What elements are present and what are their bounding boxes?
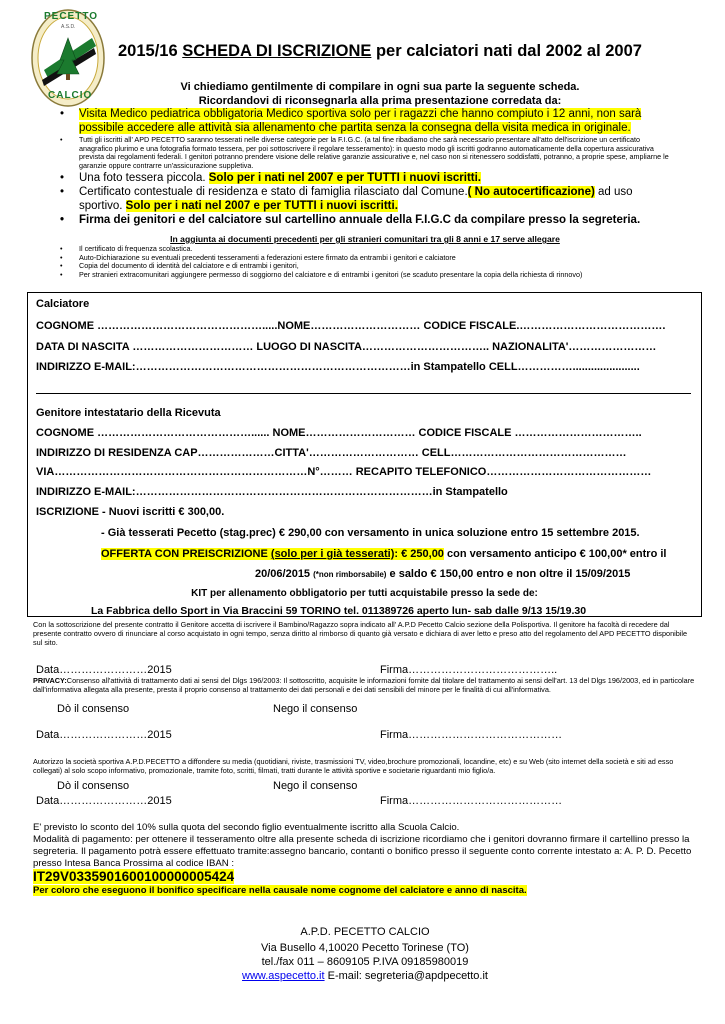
genitore-row-indirizzo[interactable]: INDIRIZZO DI RESIDENZA CAP…………………CITTA'………………………… CELL………………………………………… bbox=[36, 447, 627, 459]
do-consenso-2[interactable]: Dò il consenso bbox=[57, 780, 130, 792]
cert-text: Certificato contestuale di residenza e stato di famiglia rilasciato dal Comune. bbox=[79, 186, 468, 199]
offerta-label: OFFERTA CON PREISCRIZIONE bbox=[101, 548, 271, 560]
cert-highlight: Solo per i nati nel 2007 e per TUTTI i nuovi iscritti. bbox=[125, 200, 398, 213]
footer-contacts bbox=[160, 970, 570, 982]
firma-field-3[interactable]: Firma…………………………………… bbox=[380, 795, 563, 807]
stranieri-heading: In aggiunta ai documenti precedenti per gli stranieri comunitari tra gli 8 anni e 17 serve allegare bbox=[170, 234, 560, 244]
firma-field-1[interactable]: Firma………………………………….. bbox=[380, 664, 558, 676]
visita-medica-text: Visita Medico pediatrica obbligatoria Medico sportiva solo per i ragazzi che hanno compiuto i 12 anni, non sarà possibile accedere alle attività sia allenamento che partita senza la consegna della visita medica in originale. bbox=[79, 108, 642, 134]
page-title bbox=[118, 42, 642, 61]
footer-tel: tel./fax 011 – 8609105 P.IVA 09185980019 bbox=[261, 956, 469, 968]
certificato-item bbox=[60, 185, 675, 213]
footer-name: A.P.D. PECETTO CALCIO bbox=[300, 926, 430, 938]
tesserati-note-item bbox=[60, 136, 675, 170]
genitore-row-via[interactable]: VIA……………………………………………………………N°……… RECAPITO TELEFONICO……………………………………… bbox=[36, 466, 652, 478]
foto-highlight: Solo per i nati nel 2007 e per TUTTI i nuovi iscritti. bbox=[208, 172, 481, 185]
media-consent-text: Autorizzo la società sportiva A.P.D.PECETTO a diffondere su media (quotidiani, riviste, trasmissioni TV, video,brochure promozionali, locandine, etc) e su Web (sito internet della società e siti ad esso collegati) al solo scopo informativo, promozionale, tramite foto, scritti, filmati, tratti durante le attività sportive e societarie riguardanti mio figlio/a. bbox=[33, 757, 674, 775]
iban-code[interactable]: IT29V0335901600100000005424 bbox=[33, 869, 235, 884]
intro-line-2: Ricordandovi di riconsegnarla alla prima presentazione corredata da: bbox=[198, 95, 562, 107]
cert-no-autocert: ( No autocertificazione) bbox=[467, 186, 595, 199]
iscrizione-nuovi: ISCRIZIONE - Nuovi iscritti € 300,00. bbox=[36, 506, 225, 518]
club-logo bbox=[30, 8, 106, 108]
iscrizione-gia-tesserati: - Già tesserati Pecetto (stag.prec) € 290,00 con versamento in unica soluzione entro 15 settembre 2015. bbox=[101, 527, 640, 539]
offerta-non-rimborsabile: (*non rimborsabile) bbox=[313, 570, 387, 579]
logo-top-text: PECETTO bbox=[44, 11, 99, 22]
data-field-1[interactable]: Data……………………2015 bbox=[36, 664, 172, 676]
logo-asd-text: A.S.D. bbox=[61, 24, 76, 30]
bonifico-note: Per coloro che eseguono il bonifico specificare nella causale nome cognome del calciatore e anno di nascita. bbox=[33, 885, 527, 896]
privacy-label: PRIVACY: bbox=[33, 676, 67, 685]
calciatore-row-cognome[interactable]: COGNOME ……………………………………….....NOME………………………… CODICE FISCALE.…………………………………. bbox=[36, 320, 666, 332]
offerta-date: 20/06/2015 bbox=[255, 568, 314, 580]
privacy-body: Consenso all'attività di trattamento dati ai sensi del Dlgs 196/2003: Il sottoscritto, acquisite le informazioni fornite dal titolare del trattamento ai sensi dell'art. 13 del Dlgs 196/2003, ed in particolare dall'informativa allegata alla presente, presta il proprio consenso al trattamento dei dati personali e dei dati sensibili del minore per le finalità di cui all'informativa. bbox=[33, 676, 695, 694]
form-divider bbox=[36, 393, 691, 394]
firma-item bbox=[60, 213, 675, 227]
calciatore-heading: Calciatore bbox=[36, 298, 90, 310]
footer-email: E-mail: segreteria@apdpecetto.it bbox=[324, 970, 488, 982]
stranieri-list bbox=[60, 245, 675, 279]
requirements-list bbox=[60, 107, 675, 227]
calciatore-row-nascita[interactable]: DATA DI NASCITA …………………………… LUOGO DI NASCITA…………………………….. NAZIONALITA'…………………… bbox=[36, 341, 657, 353]
stranieri-item: • Per stranieri extracomunitari aggiungere permesso di soggiorno del calciatore e di entrambi i genitori (se scaduto presentare la copia della richiesta di rinnovo) bbox=[60, 271, 675, 280]
offerta-line-2 bbox=[255, 568, 630, 580]
stranieri-item: • Il certificato di frequenza scolastica. bbox=[60, 245, 675, 254]
footer-address: Via Busello 4,10020 Pecetto Torinese (TO) bbox=[261, 942, 469, 954]
privacy-text bbox=[33, 676, 698, 694]
genitore-row-email[interactable]: INDIRIZZO E-MAIL:………………………………………………………………………in Stampatello bbox=[36, 486, 508, 498]
data-field-3[interactable]: Data……………………2015 bbox=[36, 795, 172, 807]
visita-medica-item bbox=[60, 107, 675, 135]
foto-text: Una foto tessera piccola. bbox=[79, 172, 209, 185]
tesserati-note-text: Tutti gli iscritti all' APD PECETTO saranno tesserati nelle diverse categorie per la F.I.G.C. (a tal fine ribadiamo che sarà necessario presentare all'atto dell'iscrizione un certificato anagrafico plurimo e una fotografia formato tessera, per poi sottoscrivere il regolare tesseramento): in questo modo gli iscritti godranno automaticamente della copertura assicurativa prevista dai regolamenti federali. I genitori potranno prendere visione delle relative garanzie assicurative e, nel caso non si ritenessero soddisfatti, potranno, a proprie spese, ampliarne le garanzie oppure contrarre un'assicurazione suppletiva. bbox=[79, 135, 669, 170]
foto-item bbox=[60, 171, 675, 185]
cert-uso: ad uso sportivo. bbox=[79, 186, 633, 213]
do-consenso-1[interactable]: Dò il consenso bbox=[57, 703, 130, 715]
firma-text: Firma dei genitori e del calciatore sul cartellino annuale della F.I.G.C da compilare presso la segreteria. bbox=[79, 214, 641, 227]
offerta-saldo: e saldo € 150,00 entro e non oltre il 15/09/2015 bbox=[386, 568, 631, 580]
website-link[interactable]: www.aspecetto.it bbox=[242, 970, 325, 982]
logo-bottom-text: CALCIO bbox=[48, 90, 93, 101]
sconto-text: E' previsto lo sconto del 10% sulla quota del secondo figlio eventualmente iscritto alla Scuola Calcio. bbox=[33, 822, 460, 833]
contratto-text: Con la sottoscrizione del presente contratto il Genitore accetta di iscrivere il Bambino/Ragazzo sopra indicato all' A.P.D Pecetto Calcio sezione della Polisportiva. Il genitore ha facoltà di recedere dal presente contratto ovvero di rinunciare al corso acquistato in ogni tempo, senza diritto al rimborso di quanto già versato e dichiara di aver letto e preso atto del regolamento del APD PECETTO disponibile sul sito. bbox=[33, 620, 688, 647]
offerta-price: : € 250,00 bbox=[394, 548, 444, 560]
modalita-text: Modalità di pagamento: per ottenere il tesseramento oltre alla presente scheda di iscrizione ricordiamo che i genitori dovranno firmare il cartellino presso la segreteria. Il pagamento potrà essere effettuato tramite:assegno bancario, contanti o bonifico presso il seguente conto corrente intestato a: A. P. D. Pecetto presso Intesa Banca Prossima al codice IBAN : bbox=[33, 834, 692, 869]
genitore-heading: Genitore intestatario della Ricevuta bbox=[36, 407, 221, 419]
offerta-anticipo: con versamento anticipo € 100,00* entro il bbox=[443, 548, 667, 560]
stranieri-item: • Auto-Dichiarazione su eventuali precedenti tesseramenti a federazioni estere firmato da entrambi i genitori e calciatore bbox=[60, 254, 675, 263]
intro-line-1: Vi chiediamo gentilmente di compilare in ogni sua parte la seguente scheda. bbox=[180, 81, 580, 93]
calciatore-row-email[interactable]: INDIRIZZO E-MAIL:…………………………………………………………………in Stampatello CELL……………...................... bbox=[36, 361, 640, 373]
offerta-line-1 bbox=[101, 548, 666, 560]
stranieri-item: • Copia del documento di identità del calciatore e di entrambi i genitori, bbox=[60, 262, 675, 271]
nego-consenso-1[interactable]: Nego il consenso bbox=[273, 703, 358, 715]
genitore-row-cognome[interactable]: COGNOME ……………………………………...... NOME………………………… CODICE FISCALE …………………………….. bbox=[36, 427, 642, 439]
title-suffix: per calciatori nati dal 2002 al 2007 bbox=[371, 42, 642, 60]
fabbrica-text: La Fabbrica dello Sport in Via Braccini 59 TORINO tel. 011389726 aperto lun- sab dalle 9/13 15/19.30 bbox=[91, 605, 587, 617]
offerta-solo-gia: (solo per i già tesserati) bbox=[270, 548, 395, 560]
iscrizione-form bbox=[27, 292, 702, 617]
data-field-2[interactable]: Data……………………2015 bbox=[36, 729, 172, 741]
title-prefix: 2015/16 bbox=[118, 42, 183, 60]
firma-field-2[interactable]: Firma…………………………………… bbox=[380, 729, 563, 741]
title-underlined: SCHEDA DI ISCRIZIONE bbox=[182, 42, 372, 60]
kit-text: KIT per allenamento obbligatorio per tutti acquistabile presso la sede de: bbox=[191, 588, 538, 599]
nego-consenso-2[interactable]: Nego il consenso bbox=[273, 780, 358, 792]
